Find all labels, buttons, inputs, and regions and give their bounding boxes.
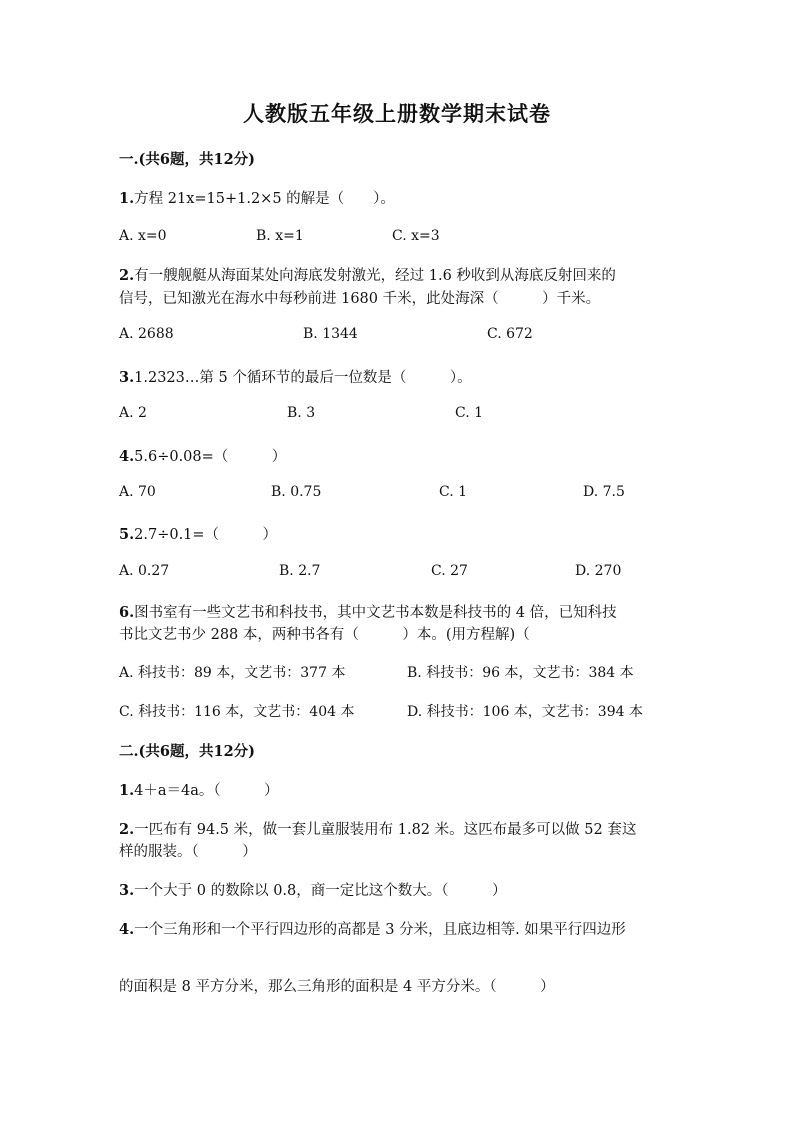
option-a: A. 科技书：89 本，文艺书：377 本 — [119, 665, 346, 681]
option-b: B. 3 — [287, 405, 316, 421]
question-2-4 — [119, 918, 626, 939]
option-b: B. 科技书：96 本，文艺书：384 本 — [407, 665, 634, 681]
option-b: B. x=1 — [256, 228, 304, 244]
option-a: A. 70 — [119, 484, 156, 500]
question-1-6 — [119, 601, 617, 622]
page-title: 人教版五年级上册数学期末试卷 — [243, 101, 551, 126]
question-1-1 — [119, 187, 395, 208]
option-d: D. 270 — [575, 563, 622, 579]
question-text-line-2: 的面积是 8 平方分米，那么三角形的面积是 4 平方分米。（ ） — [119, 979, 555, 995]
question-2-3 — [119, 879, 507, 900]
question-text-line-1: 一个三角形和一个平行四边形的高都是 3 分米，且底边相等. 如果平行四边形 — [134, 922, 626, 938]
question-number: 3. — [119, 882, 135, 899]
question-1-2 — [119, 264, 616, 285]
option-c: C. x=3 — [392, 228, 440, 244]
question-text: 方程 21x=15+1.2×5 的解是（ ）。 — [134, 191, 395, 207]
option-b: B. 0.75 — [271, 484, 322, 500]
question-text-line-1: 图书室有一些文艺书和科技书，其中文艺书本数是科技书的 4 倍，已知科技 — [134, 605, 617, 621]
question-text-line-1: 一匹布有 94.5 米，做一套儿童服装用布 1.82 米。这匹布最多可以做 52 套这 — [134, 822, 637, 838]
question-text: 2.7÷0.1=（ ） — [134, 527, 278, 543]
option-c: C. 科技书：116 本，文艺书：404 本 — [119, 704, 355, 720]
question-text: 4＋a＝4a。（ ） — [134, 783, 279, 799]
question-number: 3. — [119, 369, 135, 386]
question-text: 5.6÷0.08=（ ） — [134, 449, 287, 465]
option-c: C. 672 — [487, 326, 533, 342]
option-b: B. 1344 — [303, 326, 358, 342]
option-d: D. 7.5 — [583, 484, 625, 500]
question-number: 6. — [119, 604, 135, 621]
option-a: A. 0.27 — [119, 563, 170, 579]
option-d: D. 科技书：106 本，文艺书：394 本 — [407, 704, 643, 720]
question-2-2 — [119, 818, 636, 839]
option-c: C. 27 — [431, 563, 468, 579]
question-number: 1. — [119, 782, 135, 799]
question-number: 5. — [119, 526, 135, 543]
question-2-1 — [119, 779, 279, 800]
question-text: 1.2323…第 5 个循环节的最后一位数是（ ）。 — [134, 370, 472, 386]
question-text: 一个大于 0 的数除以 0.8，商一定比这个数大。（ ） — [134, 883, 507, 899]
question-text-line-1: 有一艘舰艇从海面某处向海底发射激光，经过 1.6 秒收到从海底反射回来的 — [134, 268, 616, 284]
option-c: C. 1 — [455, 405, 484, 421]
question-number: 2. — [119, 821, 135, 838]
option-a: A. x=0 — [119, 228, 167, 244]
question-text-line-2: 信号，已知激光在海水中每秒前进 1680 千米，此处海深（ ）千米。 — [119, 291, 601, 307]
option-a: A. 2688 — [119, 326, 174, 342]
section-1-heading: 一.(共6题，共12分) — [119, 151, 256, 168]
question-1-3 — [119, 366, 472, 387]
question-text-line-2: 书比文艺书少 288 本，两种书各有（ ）本。(用方程解)（ — [119, 627, 530, 643]
question-number: 4. — [119, 921, 135, 938]
option-b: B. 2.7 — [279, 563, 321, 579]
question-text-line-2: 样的服装。（ ） — [119, 844, 257, 860]
option-c: C. 1 — [439, 484, 468, 500]
option-a: A. 2 — [119, 405, 147, 421]
question-number: 4. — [119, 448, 135, 465]
question-number: 2. — [119, 267, 135, 284]
section-2-heading: 二.(共6题，共12分) — [119, 743, 256, 760]
question-1-5 — [119, 523, 277, 544]
question-1-4 — [119, 445, 286, 466]
question-number: 1. — [119, 190, 135, 207]
